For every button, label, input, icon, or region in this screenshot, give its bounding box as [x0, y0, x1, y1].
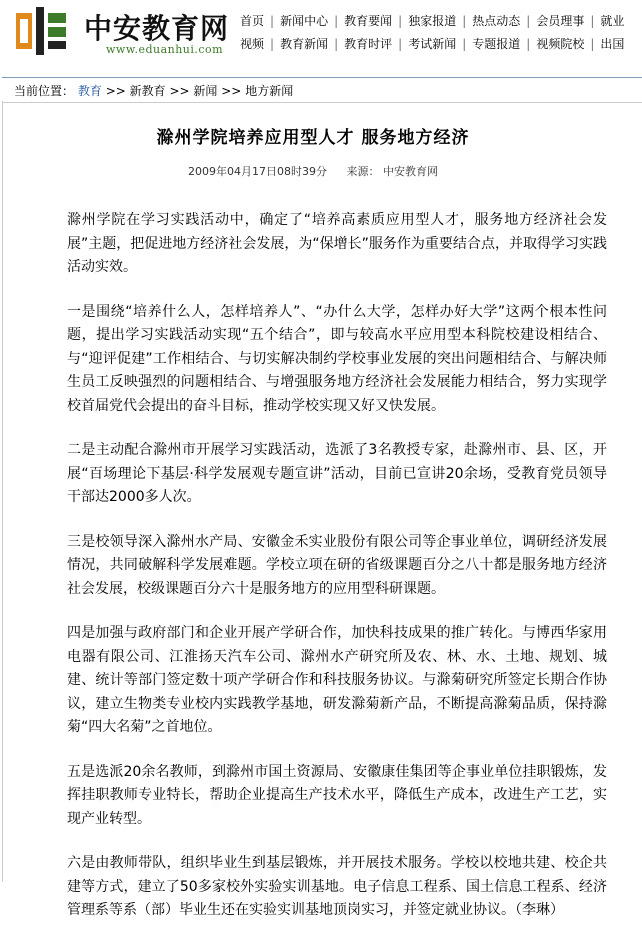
nav-separator: | — [398, 37, 403, 51]
site-logo[interactable] — [14, 5, 230, 61]
article-source: 来源： 中安教育网 — [346, 165, 438, 178]
breadcrumb-arrow: >> — [221, 84, 242, 98]
logo-text: 中安教育网 — [84, 12, 230, 45]
top-nav — [240, 10, 642, 56]
nav-separator: | — [462, 14, 467, 28]
nav-separator: | — [270, 37, 275, 51]
nav-item-study-abroad[interactable]: 出国 — [600, 37, 625, 51]
nav-item-members[interactable]: 会员理事 — [536, 14, 585, 28]
nav-separator: | — [590, 14, 595, 28]
nav-item-video[interactable]: 视频 — [240, 37, 265, 51]
nav-item-education-news[interactable]: 教育新闻 — [280, 37, 329, 51]
breadcrumb-bar — [2, 77, 642, 103]
nav-item-employment[interactable]: 就业 — [600, 14, 625, 28]
nav-item-exclusive[interactable]: 独家报道 — [408, 14, 457, 28]
nav-separator: | — [526, 37, 531, 51]
breadcrumb-item-news[interactable]: 新闻 — [193, 84, 218, 98]
nav-item-commentary[interactable]: 教育时评 — [344, 37, 393, 51]
nav-item-video-schools[interactable]: 视频院校 — [536, 37, 585, 51]
breadcrumb-item-local-news[interactable]: 地方新闻 — [245, 84, 294, 98]
article-title: 滁州学院培养应用型人才 服务地方经济 — [156, 128, 470, 148]
nav-item-hot-topics[interactable]: 热点动态 — [472, 14, 521, 28]
breadcrumb-lead: 当前位置： — [14, 84, 75, 98]
site-header — [0, 0, 642, 72]
article-paragraph: 三是校领导深入滁州水产局、安徽金禾实业股份有限公司等企事业单位，调研经济发展情况，共同破解科学发展难题。学校立项在研的省级课题百分之八十都是服务地方经济社会发展，校级课题百分六十是服务地方的应用型科研课题。 — [67, 533, 607, 597]
article-container — [2, 101, 642, 918]
nav-row-2 — [240, 33, 642, 56]
logo-url: www.eduanhui.com — [106, 43, 224, 56]
article-body — [67, 209, 607, 944]
nav-item-home[interactable]: 首页 — [240, 14, 265, 28]
article-paragraph: 六是由教师带队，组织毕业生到基层锻炼，并开展技术服务。学校以校地共建、校企共建等方式，建立了50多家校外实验实训基地。电子信息工程系、国土信息工程系、经济管理系等系（部）毕业生还在实验实训基地顶岗实习，并签定就业协议。（李琳） — [67, 855, 607, 918]
breadcrumb-item-new-education[interactable]: 新教育 — [129, 84, 166, 98]
nav-separator: | — [398, 14, 403, 28]
article-date: 2009年04月17日08时39分 — [188, 165, 327, 178]
breadcrumb-item-education[interactable]: 教育 — [77, 84, 102, 98]
logo-mark-icon — [14, 5, 72, 57]
article-paragraph: 一是围绕“培养什么人，怎样培养人”、“办什么大学，怎样办好大学”这两个根本性问题，提出学习实践活动实现“五个结合”，即与较高水平应用型本科院校建设相结合、与“迎评促建”工作相结合、与切实解决制约学校事业发展的突出问题相结合、与解决师生员工反映强烈的问题相结合、与增强服务地方经济社会发展能力相结合，努力实现学校首届党代会提出的奋斗目标，推动学校实现又好又快发展。 — [67, 303, 607, 414]
article-meta — [3, 163, 623, 179]
nav-separator: | — [526, 14, 531, 28]
breadcrumb-arrow: >> — [105, 84, 126, 98]
nav-separator: | — [334, 37, 339, 51]
nav-separator: | — [270, 14, 275, 28]
article-paragraph: 二是主动配合滁州市开展学习实践活动，选派了3名教授专家，赴滁州市、县、区，开展“百场理论下基层·科学发展观专题宣讲”活动，目前已宣讲20余场，受教育党员领导干部达2000多人次。 — [67, 442, 607, 505]
nav-item-education-headlines[interactable]: 教育要闻 — [344, 14, 393, 28]
article-paragraph: 四是加强与政府部门和企业开展产学研合作，加快科技成果的推广转化。与博西华家用电器有限公司、江淮扬天汽车公司、滁州水产研究所及农、林、水、土地、规划、城建、统计等部门签定数十项产学研合作和科技服务协议。与滁菊研究所签定长期合作协议，建立生物类专业校内实践教学基地，研发滁菊新产品，不断提高滁菊品质，保持滁菊“四大名菊”之首地位。 — [67, 625, 607, 735]
article-paragraph: 五是选派20余名教师，到滁州市国土资源局、安徽康佳集团等企事业单位挂职锻炼，发挥挂职教师专业特长，帮助企业提高生产技术水平，降低生产成本，改进生产工艺，实现产业转型。 — [67, 763, 607, 827]
nav-separator: | — [590, 37, 595, 51]
breadcrumb-arrow: >> — [169, 84, 190, 98]
article-paragraph: 滁州学院在学习实践活动中，确定了“培养高素质应用型人才，服务地方经济社会发展”主题，把促进地方经济社会发展，为“保增长”服务作为重要结合点，并取得学习实践活动实效。 — [67, 212, 607, 275]
nav-separator: | — [462, 37, 467, 51]
nav-item-news-center[interactable]: 新闻中心 — [280, 14, 329, 28]
nav-item-exam-news[interactable]: 考试新闻 — [408, 37, 457, 51]
nav-row-1 — [240, 10, 642, 33]
breadcrumb — [14, 82, 293, 99]
nav-item-special-reports[interactable]: 专题报道 — [472, 37, 521, 51]
nav-separator: | — [334, 14, 339, 28]
